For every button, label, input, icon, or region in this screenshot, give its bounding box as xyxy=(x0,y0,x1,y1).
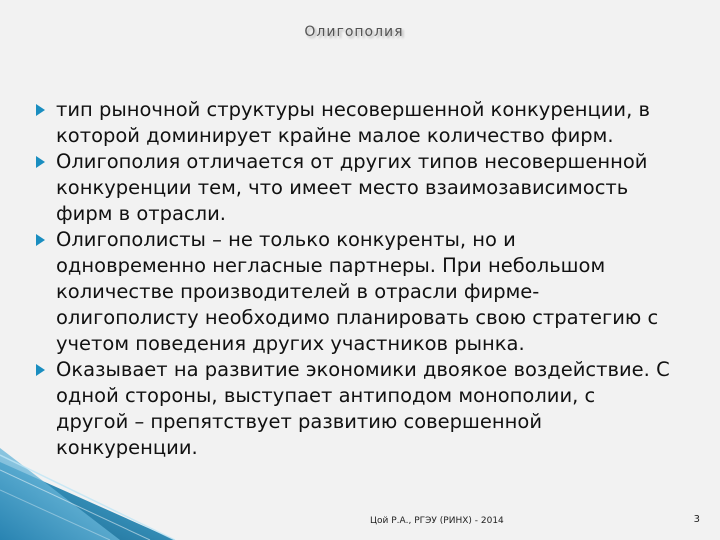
triangle-right-icon xyxy=(36,364,45,376)
bullet-item xyxy=(56,97,701,149)
bullet-list xyxy=(56,97,701,461)
bullet-text-line: учетом поведения других участников рынка. xyxy=(56,332,525,355)
bullet-text-line: одновременно негласные партнеры. При небольшом xyxy=(56,254,606,277)
bullet-item xyxy=(56,357,701,461)
bullet-text-line: фирм в отрасли. xyxy=(56,202,226,225)
bullet-text-line: которой доминирует крайне малое количество фирм. xyxy=(56,124,614,147)
bullet-text-line: олигополисту необходимо планировать свою стратегию с xyxy=(56,306,659,329)
bullet-item xyxy=(56,227,701,357)
slide-footer: Цой Р.А., РГЭУ (РИНХ) - 2014 xyxy=(370,516,504,526)
bullet-text-line: Оказывает на развитие экономики двоякое воздействие. С xyxy=(56,358,670,381)
bullet-text-line: другой – препятствует развитию совершенной xyxy=(56,410,542,433)
bullet-text-line: тип рыночной структуры несовершенной конкуренции, в xyxy=(56,98,650,121)
corner-shape-light xyxy=(0,448,120,540)
bullet-text-line: конкуренции тем, что имеет место взаимозависимость xyxy=(56,176,629,199)
bullet-text-line: количестве производителей в отрасли фирме- xyxy=(56,280,540,303)
bullet-text-line: Олигополисты – не только конкуренты, но и xyxy=(56,228,516,251)
bullet-text-line: Олигополия отличается от других типов несовершенной xyxy=(56,150,648,173)
page-number: 3 xyxy=(693,514,700,525)
slide-title: Олигополия xyxy=(304,24,404,40)
bullet-text-line: одной стороны, выступает антиподом монополии, с xyxy=(56,384,596,407)
bullet-text-line: конкуренции. xyxy=(56,436,198,459)
bullet-item xyxy=(56,149,701,227)
triangle-right-icon xyxy=(36,104,45,116)
triangle-right-icon xyxy=(36,234,45,246)
triangle-right-icon xyxy=(36,156,45,168)
